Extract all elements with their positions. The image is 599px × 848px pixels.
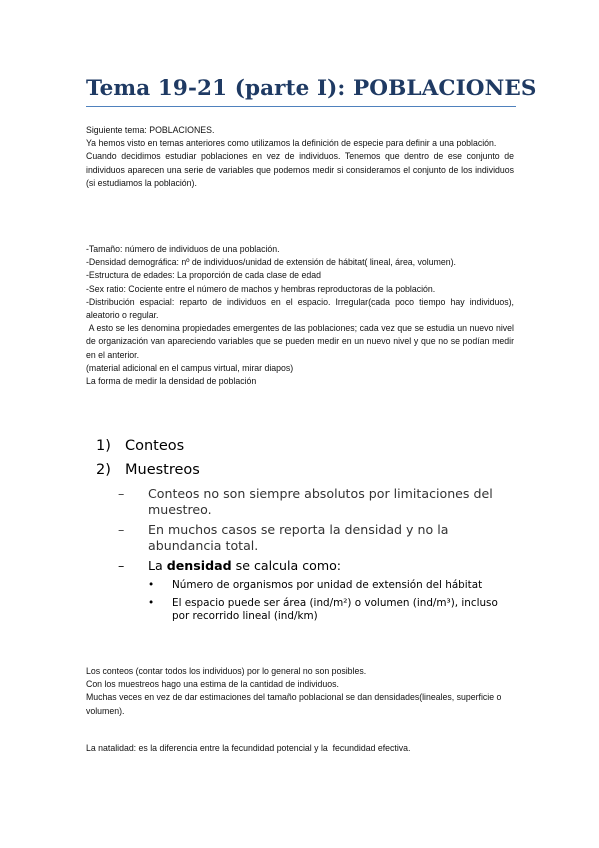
slide-item-conteos	[96, 434, 506, 458]
density-intro-line: La forma de medir la densidad de población	[86, 376, 257, 387]
intro-paragraph: Ya hemos visto en temas anteriores como utilizamos la definición de especie para definir a una población.	[86, 138, 497, 149]
subitem-text: En muchos casos se reporta la densidad y no la abundancia total.	[148, 522, 449, 553]
after-slide-section	[86, 665, 514, 718]
slide-subsubitem	[148, 579, 506, 592]
title-underline	[86, 106, 516, 107]
slide-subsubitem	[148, 597, 506, 623]
dash-marker: –	[118, 522, 125, 537]
property-line: -Tamaño: número de individuos de una población.	[86, 244, 280, 254]
natalidad-line: La natalidad: es la diferencia entre la fecundidad potencial y la fecundidad efectiva.	[86, 743, 411, 753]
properties-section	[86, 243, 517, 388]
intro-line: Siguiente tema: POBLACIONES.	[86, 125, 215, 135]
intro-paragraph: Cuando decidimos estudiar poblaciones en vez de individuos. Tenemos que dentro de ese conjunto de individuos aparecen una serie de variables que podemos medir si consideramos el conjunto de los individuos (si estudiamos la población).	[86, 151, 514, 188]
property-line: -Estructura de edades: La proporción de cada clase de edad	[86, 270, 321, 281]
after-slide-line: Los conteos (contar todos los individuos) por lo general no son posibles.	[86, 666, 367, 676]
item-label: Conteos	[125, 438, 185, 454]
bullet-marker: •	[148, 597, 155, 609]
subsubitem-text: Número de organismos por unidad de extensión del hábitat	[172, 579, 483, 591]
slide-subitem	[118, 486, 506, 518]
after-slide-line: Con los muestreos hago una estima de la cantidad de individuos.	[86, 679, 339, 690]
slide-subitem	[118, 558, 506, 574]
subitem-text-post: se calcula como:	[231, 558, 342, 573]
subitem-text	[148, 558, 341, 574]
slide-item-muestreos	[96, 458, 506, 482]
property-line: -Densidad demográfica: nº de individuos/unidad de extensión de hábitat( lineal, área, volumen).	[86, 257, 456, 268]
slide-image	[96, 434, 506, 623]
property-line: -Sex ratio: Cociente entre el número de machos y hembras reproductoras de la población.	[86, 283, 436, 294]
item-label: Muestreos	[125, 462, 200, 478]
natalidad-section	[86, 742, 514, 755]
subitem-text-pre: La	[148, 558, 167, 573]
note-line: (material adicional en el campus virtual, mirar diapos)	[86, 362, 294, 373]
emergent-paragraph: A esto se les denomina propiedades emergentes de las poblaciones; cada vez que se estudia un nuevo nivel de organización van apareciendo variables que se pueden medir en un nuevo nivel y que no se podían medir en el anterior.	[86, 323, 517, 360]
property-line: -Distribución espacial: reparto de individuos en el espacio. Irregular(cada poco tiempo hay individuos), aleatorio o regular.	[86, 296, 514, 321]
subsubitem-text: El espacio puede ser área (ind/m²) o volumen (ind/m³), incluso por recorrido lineal (ind/km)	[172, 597, 498, 622]
bullet-marker: •	[148, 579, 155, 591]
subitem-text-bold: densidad	[166, 558, 232, 573]
item-number: 2)	[96, 462, 111, 478]
after-slide-line: Muchas veces en vez de dar estimaciones del tamaño poblacional se dan densidades(lineales, superficie o volumen).	[86, 692, 502, 716]
document-title: Tema 19-21 (parte I): POBLACIONES	[86, 76, 537, 101]
subitem-text: Conteos no son siempre absolutos por limitaciones del muestreo.	[148, 486, 493, 517]
dash-marker: –	[118, 486, 125, 501]
slide-subitem	[118, 522, 506, 554]
item-number: 1)	[96, 438, 111, 454]
intro-section	[86, 124, 514, 190]
dash-marker: –	[118, 558, 125, 573]
